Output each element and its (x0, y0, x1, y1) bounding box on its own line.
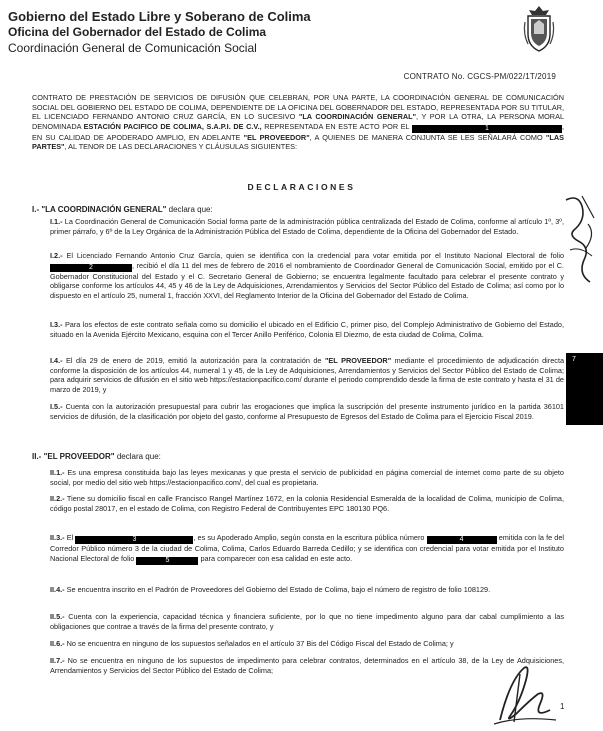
header-coordination: Coordinación General de Comunicación Social (8, 41, 257, 55)
redaction-box: 2 (50, 264, 132, 272)
redaction-box: 4 (427, 536, 497, 544)
declaration-item: II.1.- Es una empresa constituida bajo las leyes mexicanas y que presta el servicio de publicidad en página comercial de internet como parte de su objeto social, por medio del sitio web https://estacionpacifico.com/, del cual es propietaria. (50, 468, 564, 487)
declaration-item: II.6.- No se encuentra en ninguno de los supuestos señalados en el artículo 37 Bis del Código Fiscal del Estado de Colima; y (50, 639, 454, 648)
declaration-item: II.7.- No se encuentra en ninguno de los supuestos de impedimento para celebrar contratos, determinados en el artículo 38, de la Ley de Adquisiciones, Arrendamientos y Servicios del Sector Público del Estado de Colima; (50, 656, 564, 675)
redaction-box: 1 (412, 125, 562, 133)
declaration-item: II.4.- Se encuentra inscrito en el Padrón de Proveedores del Gobierno del Estado de Colima, bajo el número de registro de folio 108129. (50, 585, 491, 594)
declaration-item: I.1.- La Coordinación General de Comunicación Social forma parte de la administración pública centralizada del Estado de Colima, conforme al artículo 1º, 3º, primer párrafo, y 6º de la Ley Orgánica de la Administración Pública del Estado de Colima, dependiente de la Oficina del Gobernador del Estado. (50, 217, 564, 236)
intro-paragraph: CONTRATO DE PRESTACIÓN DE SERVICIOS DE DIFUSIÓN QUE CELEBRAN, POR UNA PARTE, LA COORDINACIÓN GENERAL DE COMUNICACIÓN SOCIAL DEL GOBIERNO DEL ESTADO DE COLIMA, DEPENDIENTE DE LA OFICINA DEL GOBERNADOR DEL ESTADO, REPRESENTADA POR SU TITULAR, EL LICENCIADO FERNANDO ANTONIO CRUZ GARCÍA, EN LO SUCESIVO "LA COORDINACIÓN GENERAL", Y POR LA OTRA, LA PERSONA MORAL DENOMINADA ESTACIÓN PACIFICO DE COLIMA, S.A.P.I. DE C.V., REPRESENTADA EN ESTE ACTO POR EL 1 , EN SU CALIDAD DE APODERADO AMPLIO, EN ADELANTE "EL PROVEEDOR", A QUIENES DE MANERA CONJUNTA SE LES SEÑALARÁ COMO "LAS PARTES", AL TENOR DE LAS DECLARACIONES Y CLÁUSULAS SIGUIENTES: (32, 93, 565, 152)
section-2-heading: II.- "EL PROVEEDOR" declara que: (32, 452, 161, 461)
declaration-item: II.5.- Cuenta con la experiencia, capacidad técnica y financiera suficiente, por lo que no tiene impedimento alguno para dar cabal cumplimiento a las obligaciones que contrae a través de la firma del presente contrato, y (50, 612, 564, 631)
coat-of-arms-seal (522, 4, 556, 54)
redaction-box: 3 (75, 536, 193, 544)
declaration-item: I.4.- El día 29 de enero de 2019, emitió la autorización para la contratación de "EL PROVEEDOR" mediante el procedimiento de adjudicación directa conforme la disposición de los artículos 44, numeral 1 y 45, de la Ley de Adquisiciones, Arrendamientos y Servicios del Sector Público del Estado de Colima; para adquirir servicios de difusión en el sitio web https://estacionpacifico.com/ durante el periodo comprendido desde la firma de este contrato y hasta el 31 de marzo de 2019, y (50, 356, 565, 394)
declaration-item: I.5.- Cuenta con la autorización presupuestal para cubrir las erogaciones que implica la suscripción del presente instrumento jurídico en la partida 36101 servicios de difusión, de la clasificación por objeto del gasto, conforme al Presupuesto de Egresos del Estado de Colima para el Ejercicio Fiscal 2019. (50, 402, 564, 421)
margin-signature (560, 190, 600, 290)
redaction-box: 5 (136, 557, 198, 565)
declaration-item: I.2.- El Licenciado Fernando Antonio Cruz García, quien se identifica con la credencial para votar emitida por el Instituto Nacional Electoral de folio 2 , recibió el día 11 del mes de febrero de 2016 el nombramiento de Coordinador General de Comunicación Social, emitido por el C. Gobernador Constitucional del Estado y el C. Secretario General de Gobierno; se encuentra legalmente facultado para celebrar el presente contrato y obligarse conforme los artículos 44, 45 y 46 de la Ley de Adquisiciones, Arrendamientos y Servicios del Sector Público del Estado de Colima; así como por lo dispuesto en el artículo 25, numeral 1, fracción XXVI, del Reglamento Interior de la Oficina del Gobernador del Estado de Colima. (50, 251, 565, 300)
declaration-item: II.2.- Tiene su domicilio fiscal en calle Francisco Rangel Martínez 1672, en la colonia Residencial Esmeralda de la localidad de Colima, municipio de Colima, código postal 28017, en el estado de Colima, con Registro Federal de Contribuyentes EPC 180130 PQ6. (50, 494, 564, 513)
bottom-signature (490, 660, 560, 728)
page-number: 1 (560, 702, 565, 711)
declaration-item: II.3.- El 3 , es su Apoderado Amplio, según consta en la escritura pública número 4 emitida con la fe del Corredor Público número 3 de la ciudad de Colima, Colima, Carlos Eduardo Barreda Cedillo; y se identifica con credencial para votar emitida por el Instituto Nacional Electoral de folio 5 para comparecer con esa calidad en este acto. (50, 533, 565, 564)
side-redaction-box: 7 (566, 353, 603, 425)
section-1-heading: I.- "LA COORDINACIÓN GENERAL" declara que: (32, 205, 213, 214)
contract-number: CONTRATO No. CGCS-PM/022/1T/2019 (403, 72, 556, 81)
declaration-item: I.3.- Para los efectos de este contrato señala como su domicilio el ubicado en el Edificio C, primer piso, del Complejo Administrativo de Gobierno del Estado, situado en la Avenida Ejército Mexicano, esquina con el Tercer Anillo Periférico, Colonia El Diezmo, de esta ciudad de Colima, Colima. (50, 320, 564, 339)
header-government: Gobierno del Estado Libre y Soberano de Colima (8, 9, 311, 24)
header-office: Oficina del Gobernador del Estado de Colima (8, 25, 267, 39)
declarations-heading: DECLARACIONES (247, 182, 356, 192)
